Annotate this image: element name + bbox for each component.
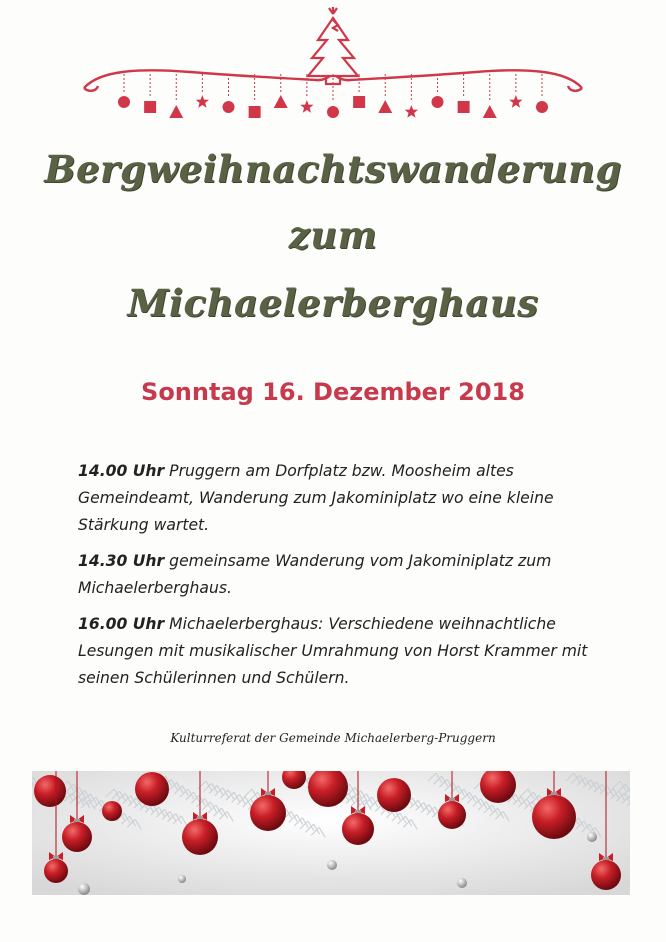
bauble-icon <box>432 74 444 108</box>
christmas-tree-icon <box>308 7 358 84</box>
silver-bauble-icon <box>178 875 186 883</box>
star-icon <box>405 74 418 118</box>
entry-time: 16.00 Uhr <box>78 615 165 633</box>
entry-time: 14.00 Uhr <box>78 462 165 480</box>
program-entry-1 <box>78 458 598 539</box>
hanging-ornaments <box>118 74 548 118</box>
title-line-1: Bergweihnachtswanderung <box>44 147 622 191</box>
reindeer-icon <box>378 74 392 113</box>
silver-bauble-icon <box>78 883 90 895</box>
bow-icon <box>249 74 261 118</box>
christmas-garland-ornament <box>80 6 586 140</box>
event-date: Sonntag 16. Dezember 2018 <box>141 378 525 406</box>
entry-time: 14.30 Uhr <box>78 552 165 570</box>
bauble-icon <box>135 772 169 806</box>
entry-text: Pruggern am Dorfplatz bzw. Moosheim altes Gemeindeamt, Wanderung zum Jakominiplatz wo eine kleine Stärkung wartet. <box>78 462 554 534</box>
footer-credit: Kulturreferat der Gemeinde Michaelerberg-Pruggern <box>170 731 496 745</box>
candy-cane-icon <box>196 74 209 108</box>
bauble-icon <box>34 775 66 807</box>
entry-text: Michaelerberghaus: Verschiedene weihnachtliche Lesungen mit musikalischer Umrahmung von Horst Krammer mit seinen Schülerinnen und Schülern. <box>78 615 588 687</box>
snowman-icon <box>327 74 339 118</box>
sleigh-icon <box>483 74 497 118</box>
bauble-icon <box>102 801 122 821</box>
santa-icon <box>458 74 470 113</box>
title-line-2: zum <box>288 213 378 257</box>
bauble-banner-image <box>32 771 630 895</box>
program-list <box>78 458 598 701</box>
program-entry-2 <box>78 548 598 602</box>
mitten-icon <box>118 74 130 108</box>
title-line-3: Michaelerberghaus <box>127 281 539 325</box>
silver-bauble-icon <box>327 860 337 870</box>
program-entry-3 <box>78 611 598 692</box>
angel-icon <box>536 74 548 113</box>
silver-bauble-icon <box>587 832 597 842</box>
gift-icon <box>144 74 156 113</box>
tree-icon <box>509 74 522 108</box>
silver-bauble-icon <box>457 878 467 888</box>
entry-text: gemeinsame Wanderung vom Jakominiplatz zum Michaelerberghaus. <box>78 552 552 597</box>
holly-icon <box>223 74 235 113</box>
bauble-icon <box>377 778 411 812</box>
stocking-icon <box>169 74 183 118</box>
